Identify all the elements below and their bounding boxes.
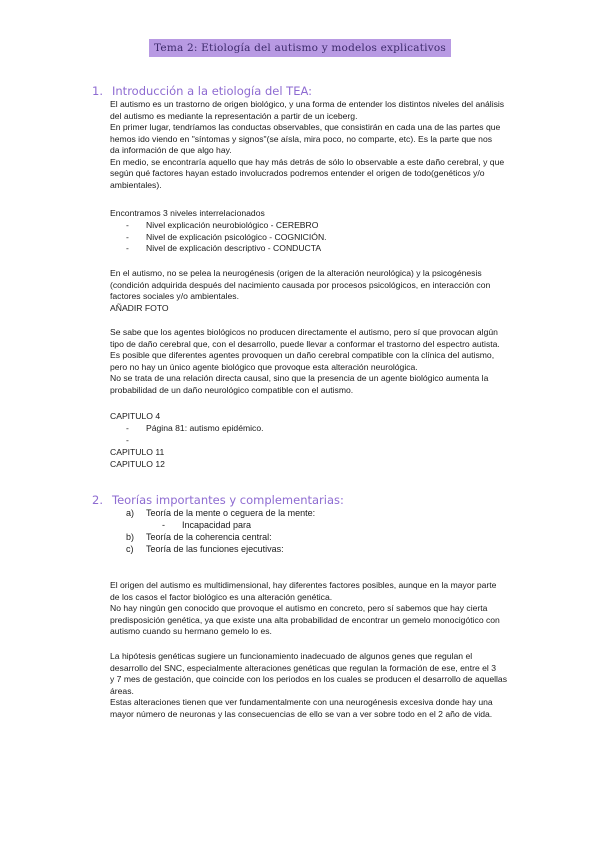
text-line: da información de que algo hay. [110, 145, 232, 155]
text-line: áreas. [110, 685, 134, 696]
list-item: c) Teoría de las funciones ejecutivas: [126, 544, 284, 554]
section-1-heading [92, 84, 312, 98]
text-line: En primer lugar, tendríamos las conductas observables, que consistirán en cada una de las partes que [110, 122, 501, 132]
list-item: - Nivel explicación neurobiológico - CEREBRO [126, 220, 319, 230]
text-line: probabilidad de un daño neurológico compatible con el autismo. [110, 384, 354, 395]
text-line: La hipótesis genéticas sugiere un funcionamiento inadecuado de algunos genes que regulan el [110, 651, 473, 661]
text-line: factores sociales y/o ambientales. [110, 291, 239, 301]
paragraph-biological-agents [110, 327, 520, 396]
title-wrap [0, 38, 600, 57]
text-line: del autismo es mediante la representación a partir de un iceberg. [110, 110, 358, 121]
text-line: (condición adquirida después del nacimiento causada por procesos psicológicos, en interacción con [110, 279, 491, 290]
paragraph-neurogenesis [110, 268, 520, 314]
paragraph-multidimensional [110, 580, 520, 638]
text-line: y 7 mes de gestación, que coincide con los periodos en los cuales se producen el desarrollo de aquellas [110, 674, 507, 684]
section-2-number: 2. [92, 493, 103, 507]
text-line: Se sabe que los agentes biológicos no producen directamente el autismo, pero sí que provocan algún [110, 327, 498, 337]
paragraph-iceberg [110, 99, 520, 191]
text-line: pero no hay un único agente biológico que provoque esta alteración neurológica. [110, 361, 418, 372]
list-item: - Página 81: autismo epidémico. [126, 423, 264, 433]
text-line: AÑADIR FOTO [110, 302, 169, 313]
paragraph-genetic-hypothesis [110, 651, 520, 720]
section-1-title: Introducción a la etiología del TEA: [112, 84, 313, 98]
section-2-heading [92, 493, 344, 507]
text-line: desarrollo del SNC, especialmente alteraciones genéticas que regulan la formación de ese, entre el 3 [110, 662, 496, 673]
text-line: Encontramos 3 niveles interrelacionados [110, 208, 265, 218]
text-line: autismo cuando su hermano gemelo lo es. [110, 626, 272, 636]
levels-list [126, 220, 426, 255]
text-line: según qué factores hayan estado involucrados podremos entender el origen de todo(genéticos y/o [110, 168, 485, 178]
levels-intro [110, 208, 520, 220]
list-item: a) Teoría de la mente o ceguera de la mente: [126, 508, 316, 518]
text-line: Es posible que diferentes agentes provoquen un daño cerebral compatible con la clínica del autismo, [110, 350, 495, 360]
text-line: Estas alteraciones tienen que ver fundamentalmente con una neurogénesis excesiva donde hay una [110, 697, 493, 707]
text-line: CAPITULO 4 [110, 411, 161, 421]
chapter-4-list [126, 423, 426, 446]
section-1-number: 1. [92, 84, 103, 98]
chapter-11-12 [110, 447, 520, 470]
section-2-title: Teorías importantes y complementarias: [112, 493, 344, 507]
text-line: mayor número de neuronas y las consecuencias de ello se van a ver sobre todo en el 2 año de vida. [110, 708, 493, 719]
list-item: - Incapacidad para [162, 520, 252, 530]
text-line: CAPITULO 12 [110, 458, 165, 469]
list-item: - Nivel de explicación psicológico - COGNICIÓN. [126, 231, 327, 242]
list-item: b) Teoría de la coherencia central: [126, 532, 272, 542]
text-line: No hay ningún gen conocido que provoque el autismo en concreto, pero sí sabemos que hay cierta [110, 603, 488, 613]
theories-list [126, 507, 466, 555]
text-line: El origen del autismo es multidimensional, hay diferentes factores posibles, aunque en la mayor parte [110, 580, 497, 590]
text-line: No se trata de una relación directa causal, sino que la presencia de un agente biológico aumenta la [110, 373, 489, 383]
text-line: En medio, se encontraría aquello que hay más detrás de sólo lo observable a este daño cerebral, y que [110, 156, 505, 167]
text-line: de los casos el factor biológico es una alteración genética. [110, 591, 333, 602]
text-line: CAPITULO 11 [110, 447, 165, 457]
page-title: Tema 2: Etiología del autismo y modelos explicativos [149, 39, 451, 57]
text-line: En el autismo, no se pelea la neurogénesis (origen de la alteración neurológica) y la psicogénesis [110, 268, 482, 278]
text-line: hemos ido viendo en "síntomas y signos"(se aísla, mira poco, no comparte, etc). Es la parte que nos [110, 133, 493, 144]
chapter-4 [110, 411, 520, 423]
text-line: ambientales). [110, 179, 162, 190]
text-line: predisposición genética, ya que existe una alta probabilidad de encontrar un gemelo monocigótico con [110, 614, 500, 625]
text-line: El autismo es un trastorno de origen biológico, y una forma de entender los distintos niveles del análisis [110, 99, 505, 109]
text-line: tipo de daño cerebral que, con el desarrollo, puede llevar a conformar el trastorno del espectro autista. [110, 338, 500, 349]
list-item: - Nivel de explicación descriptivo - CONDUCTA [126, 243, 322, 253]
list-item: - [126, 434, 129, 445]
